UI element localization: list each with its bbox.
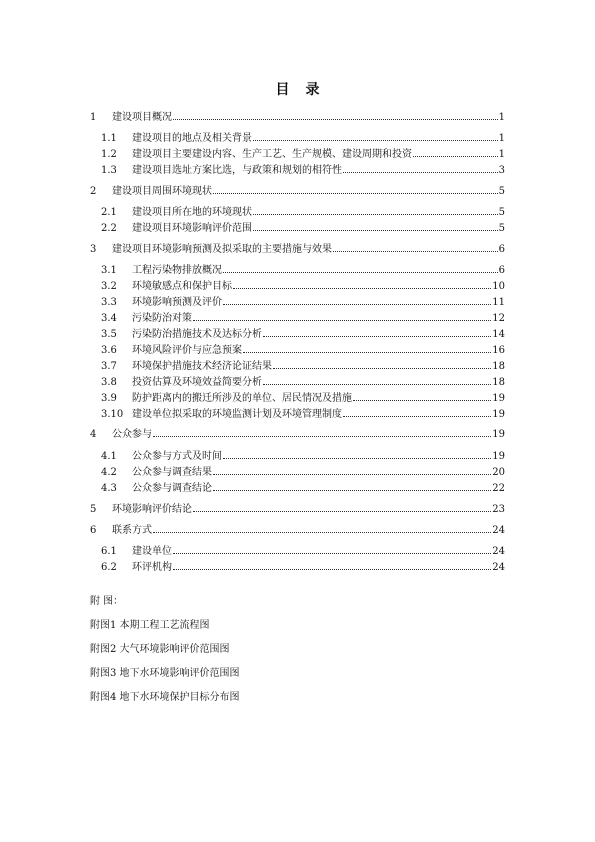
- toc-entry-3-7[interactable]: [101, 359, 505, 374]
- toc-label: 建设项目选址方案比选，与政策和规划的相符性: [132, 165, 342, 176]
- toc-leader: [263, 384, 491, 385]
- toc-number: 3: [90, 244, 97, 255]
- toc-entry-5[interactable]: [90, 502, 505, 517]
- toc-number: 2: [90, 186, 97, 197]
- toc-entry-4[interactable]: [90, 427, 505, 442]
- toc-label: 联系方式: [112, 525, 152, 536]
- toc-leader: [253, 214, 498, 215]
- toc-page: 10: [492, 281, 505, 292]
- toc-entry-1[interactable]: [90, 110, 505, 125]
- toc-page: 24: [492, 546, 505, 557]
- toc-number: 1.2: [101, 149, 117, 160]
- toc-page: 18: [492, 377, 505, 388]
- toc-label: 公众参与方式及时间: [132, 451, 222, 462]
- toc-number: 1.3: [101, 165, 117, 176]
- toc-page: 20: [492, 467, 505, 478]
- toc-number: 3.9: [101, 393, 117, 404]
- toc-leader: [213, 474, 491, 475]
- toc-label: 建设项目概况: [112, 112, 172, 123]
- toc-label: 建设项目周围环境现状: [112, 186, 212, 197]
- toc-label: 污染防治措施技术及达标分析: [132, 329, 262, 340]
- toc-label: 工程污染物排放概况: [132, 265, 222, 276]
- toc-entry-4-1[interactable]: [101, 449, 505, 464]
- toc-entry-6[interactable]: [90, 523, 505, 538]
- toc-label: 建设项目主要建设内容、生产工艺、生产规模、建设周期和投资: [132, 149, 412, 160]
- toc-number: 2.2: [101, 223, 117, 234]
- toc-leader: [263, 336, 491, 337]
- toc-entry-3-6[interactable]: [101, 343, 505, 358]
- toc-entry-3-2[interactable]: [101, 279, 505, 294]
- toc-number: 5: [90, 504, 97, 515]
- toc-number: 6: [90, 525, 97, 536]
- toc-page: 19: [492, 429, 505, 440]
- toc-label: 公众参与调查结论: [132, 483, 212, 494]
- toc-page: 11: [492, 297, 505, 308]
- toc-entry-1-3[interactable]: [101, 163, 505, 178]
- toc-number: 3.3: [101, 297, 117, 308]
- toc-entry-2-1[interactable]: [101, 205, 505, 220]
- toc-label: 环境影响评价结论: [112, 504, 192, 515]
- toc-number: 3.7: [101, 361, 117, 372]
- title-part-2: 录: [305, 82, 320, 98]
- toc-leader: [223, 272, 498, 273]
- toc-page: 14: [492, 329, 505, 340]
- toc-page: 24: [492, 525, 505, 536]
- toc-page: 1: [498, 133, 505, 144]
- toc-entry-3-3[interactable]: [101, 295, 505, 310]
- toc-leader: [173, 119, 498, 120]
- toc-leader: [273, 368, 491, 369]
- toc-page: 16: [492, 345, 505, 356]
- toc-leader: [193, 511, 491, 512]
- toc-leader: [343, 416, 491, 417]
- toc-entry-3-9[interactable]: [101, 391, 505, 406]
- toc-label: 建设项目所在地的环境现状: [132, 207, 252, 218]
- toc-number: 4: [90, 429, 97, 440]
- toc-leader: [173, 553, 491, 554]
- toc-entry-3-8[interactable]: [101, 375, 505, 390]
- toc-page: 6: [498, 265, 505, 276]
- toc-entry-6-1[interactable]: [101, 544, 505, 559]
- title-part-1: 目: [275, 82, 290, 98]
- toc-page: 1: [498, 149, 505, 160]
- toc-label: 建设单位: [132, 546, 172, 557]
- appendix-item: 附图1 本期工程工艺流程图: [90, 620, 210, 631]
- toc-number: 3.1: [101, 265, 117, 276]
- toc-number: 3.2: [101, 281, 117, 292]
- toc-leader: [173, 569, 491, 570]
- toc-number: 3.4: [101, 313, 117, 324]
- toc-page: 23: [492, 504, 505, 515]
- toc-page: 19: [492, 393, 505, 404]
- toc-number: 4.2: [101, 467, 117, 478]
- toc-leader: [243, 352, 491, 353]
- toc-number: 3.6: [101, 345, 117, 356]
- toc-leader: [153, 532, 491, 533]
- toc-entry-2[interactable]: [90, 184, 505, 199]
- toc-number: 2.1: [101, 207, 117, 218]
- toc-entry-4-2[interactable]: [101, 465, 505, 480]
- toc-page: 12: [492, 313, 505, 324]
- toc-label: 防护距离内的搬迁所涉及的单位、居民情况及措施: [132, 393, 352, 404]
- appendix-item: 附图3 地下水环境影响评价范围图: [90, 668, 240, 679]
- toc-leader: [253, 230, 498, 231]
- toc-number: 6.2: [101, 562, 117, 573]
- toc-entry-3-5[interactable]: [101, 327, 505, 342]
- toc-leader: [353, 400, 491, 401]
- toc-page: 19: [492, 409, 505, 420]
- toc-label: 环评机构: [132, 562, 172, 573]
- page-title: [0, 79, 595, 99]
- toc-page: 22: [492, 483, 505, 494]
- toc-leader: [153, 436, 491, 437]
- toc-entry-1-1[interactable]: [101, 131, 505, 146]
- toc-page: 5: [498, 207, 505, 218]
- toc-number: 3.5: [101, 329, 117, 340]
- toc-label: 环境保护措施技术经济论证结果: [132, 361, 272, 372]
- appendix-figures: [90, 590, 240, 710]
- toc-page: 1: [498, 112, 505, 123]
- appendix-item: 附图2 大气环境影响评价范围图: [90, 644, 230, 655]
- toc-leader: [213, 193, 498, 194]
- toc-leader: [343, 172, 498, 173]
- toc-label: 环境敏感点和保护目标: [132, 281, 232, 292]
- appendix-item: 附图4 地下水环境保护目标分布图: [90, 692, 240, 703]
- toc-leader: [253, 140, 498, 141]
- toc-entry-3[interactable]: [90, 242, 505, 257]
- toc-label: 建设项目环境影响预测及拟采取的主要措施与效果: [112, 244, 332, 255]
- toc-label: 建设项目的地点及相关背景: [132, 133, 252, 144]
- toc-page: 19: [492, 451, 505, 462]
- toc-page: 6: [498, 244, 505, 255]
- toc-entry-6-2[interactable]: [101, 560, 505, 575]
- toc-number: 4.3: [101, 483, 117, 494]
- toc-leader: [193, 320, 491, 321]
- toc-number: 3.8: [101, 377, 117, 388]
- toc-number: 1.1: [101, 133, 117, 144]
- toc-page: 24: [492, 562, 505, 573]
- toc-label: 投资估算及环境效益简要分析: [132, 377, 262, 388]
- toc-page: 3: [498, 165, 505, 176]
- toc-entry-4-3[interactable]: [101, 481, 505, 496]
- toc-page: 5: [498, 186, 505, 197]
- toc-entry-3-1[interactable]: [101, 263, 505, 278]
- toc-entry-3-4[interactable]: [101, 311, 505, 326]
- toc-number: 3.10: [101, 409, 124, 420]
- toc-label: 污染防治对策: [132, 313, 192, 324]
- toc-leader: [333, 251, 498, 252]
- toc-leader: [223, 458, 491, 459]
- toc-leader: [213, 490, 491, 491]
- toc-number: 4.1: [101, 451, 117, 462]
- toc-page: 18: [492, 361, 505, 372]
- toc-leader: [223, 304, 491, 305]
- toc-page: 5: [498, 223, 505, 234]
- toc-number: 6.1: [101, 546, 117, 557]
- toc-label: 建设单位拟采取的环境监测计划及环境管理制度: [132, 409, 342, 420]
- toc-entry-3-10[interactable]: [101, 407, 505, 422]
- appendix-heading: 附 图：: [90, 596, 124, 607]
- toc-leader: [233, 288, 491, 289]
- toc-label: 环境风险评价与应急预案: [132, 345, 242, 356]
- toc-label: 公众参与: [112, 429, 152, 440]
- toc-label: 环境影响预测及评价: [132, 297, 222, 308]
- toc-label: 公众参与调查结果: [132, 467, 212, 478]
- toc-leader: [413, 156, 498, 157]
- toc-label: 建设项目环境影响评价范围: [132, 223, 252, 234]
- toc-entry-2-2[interactable]: [101, 221, 505, 236]
- toc-entry-1-2[interactable]: [101, 147, 505, 162]
- toc-number: 1: [90, 112, 97, 123]
